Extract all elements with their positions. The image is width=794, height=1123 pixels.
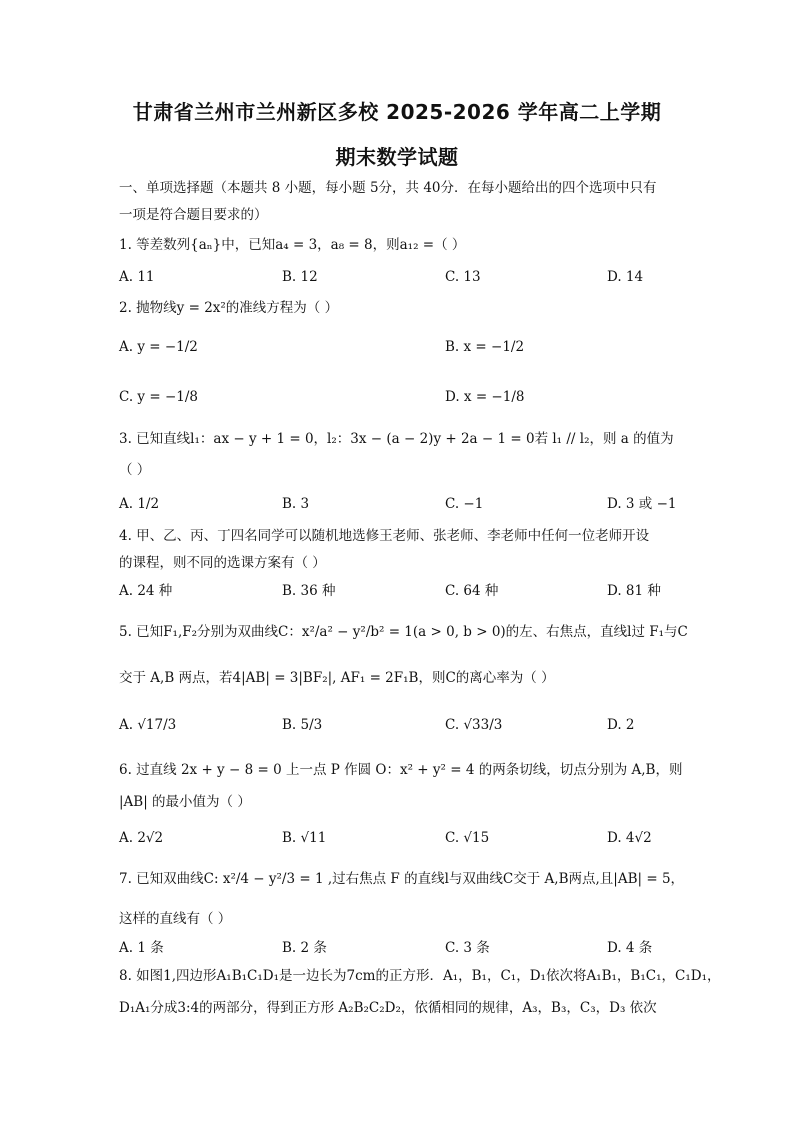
question-7-stem: 7. 已知双曲线C: x²/4 − y²/3 = 1 ,过右焦点 F 的直线l与双曲线C交于 A,B两点,且|AB| = 5，	[119, 871, 685, 887]
q3-option-a: A. 1/2	[119, 496, 160, 512]
q7-option-b: B. 2 条	[282, 940, 327, 956]
question-4-stem-cont: 的课程，则不同的选课方案有（ ）	[119, 555, 326, 571]
q2-option-c: C. y = −1/8	[119, 389, 198, 405]
q6-option-a: A. 2√2	[119, 830, 164, 846]
q4-option-d: D. 81 种	[607, 583, 661, 599]
q7-option-d: D. 4 条	[607, 940, 653, 956]
q4-option-c: C. 64 种	[445, 583, 499, 599]
section-heading: 一、单项选择题（本题共 8 小题，每小题 5分，共 40分．在每小题给出的四个选项中只有	[119, 180, 657, 196]
q5-option-a: A. √17/3	[119, 717, 177, 733]
q4-option-b: B. 36 种	[282, 583, 336, 599]
q3-option-c: C. −1	[445, 496, 484, 512]
q2-option-b: B. x = −1/2	[445, 339, 525, 355]
q4-option-a: A. 24 种	[119, 583, 173, 599]
q6-option-d: D. 4√2	[607, 830, 652, 846]
question-4-stem: 4. 甲、乙、丙、丁四名同学可以随机地选修王老师、张老师、李老师中任何一位老师开设	[119, 528, 650, 544]
question-7-stem-cont: 这样的直线有（ ）	[119, 911, 232, 927]
question-8-stem-cont: D₁A₁分成3:4的两部分，得到正方形 A₂B₂C₂D₂，依循相同的规律，A₃，B₃，C₃，D₃ 依次	[119, 1000, 657, 1016]
section-heading-cont: 一项是符合题目要求的）	[119, 207, 268, 223]
q6-option-b: B. √11	[282, 830, 327, 846]
q1-option-a: A. 11	[119, 269, 155, 285]
q1-option-d: D. 14	[607, 269, 644, 285]
page-title-line1: 甘肃省兰州市兰州新区多校 2025-2026 学年高二上学期	[132, 100, 662, 124]
question-3-stem-cont: （ ）	[119, 462, 151, 478]
q6-option-c: C. √15	[445, 830, 490, 846]
q7-option-a: A. 1 条	[119, 940, 164, 956]
q3-option-d: D. 3 或 −1	[607, 496, 677, 512]
question-3-stem: 3. 已知直线l₁：ax − y + 1 = 0，l₂：3x − (a − 2)y + 2a − 1 = 0若 l₁ // l₂，则 a 的值为	[119, 431, 674, 447]
q5-option-d: D. 2	[607, 717, 635, 733]
page-title-line2: 期末数学试题	[335, 145, 459, 169]
question-1-stem: 1. 等差数列{aₙ}中，已知a₄ = 3，a₈ = 8，则a₁₂ =（ ）	[119, 237, 466, 253]
q5-option-c: C. √33/3	[445, 717, 503, 733]
q3-option-b: B. 3	[282, 496, 310, 512]
q5-option-b: B. 5/3	[282, 717, 323, 733]
q2-option-a: A. y = −1/2	[119, 339, 198, 355]
question-6-stem-cont: |AB| 的最小值为（ ）	[119, 794, 251, 810]
q1-option-c: C. 13	[445, 269, 481, 285]
question-2-stem: 2. 抛物线y = 2x²的准线方程为（ ）	[119, 300, 339, 316]
question-5-stem: 5. 已知F₁,F₂分别为双曲线C：x²/a² − y²/b² = 1(a > 0, b > 0)的左、右焦点，直线l过 F₁与C	[119, 624, 688, 640]
q7-option-c: C. 3 条	[445, 940, 490, 956]
q1-option-b: B. 12	[282, 269, 318, 285]
question-5-stem-cont: 交于 A,B 两点，若4|AB| = 3|BF₂|, AF₁ = 2F₁B，则C的离心率为（ ）	[119, 670, 555, 686]
question-8-stem: 8. 如图1,四边形A₁B₁C₁D₁是一边长为7cm的正方形．A₁，B₁，C₁，D₁依次将A₁B₁，B₁C₁，C₁D₁，	[119, 968, 721, 984]
question-6-stem: 6. 过直线 2x + y − 8 = 0 上一点 P 作圆 O：x² + y² = 4 的两条切线，切点分别为 A,B，则	[119, 762, 683, 778]
q2-option-d: D. x = −1/8	[445, 389, 525, 405]
